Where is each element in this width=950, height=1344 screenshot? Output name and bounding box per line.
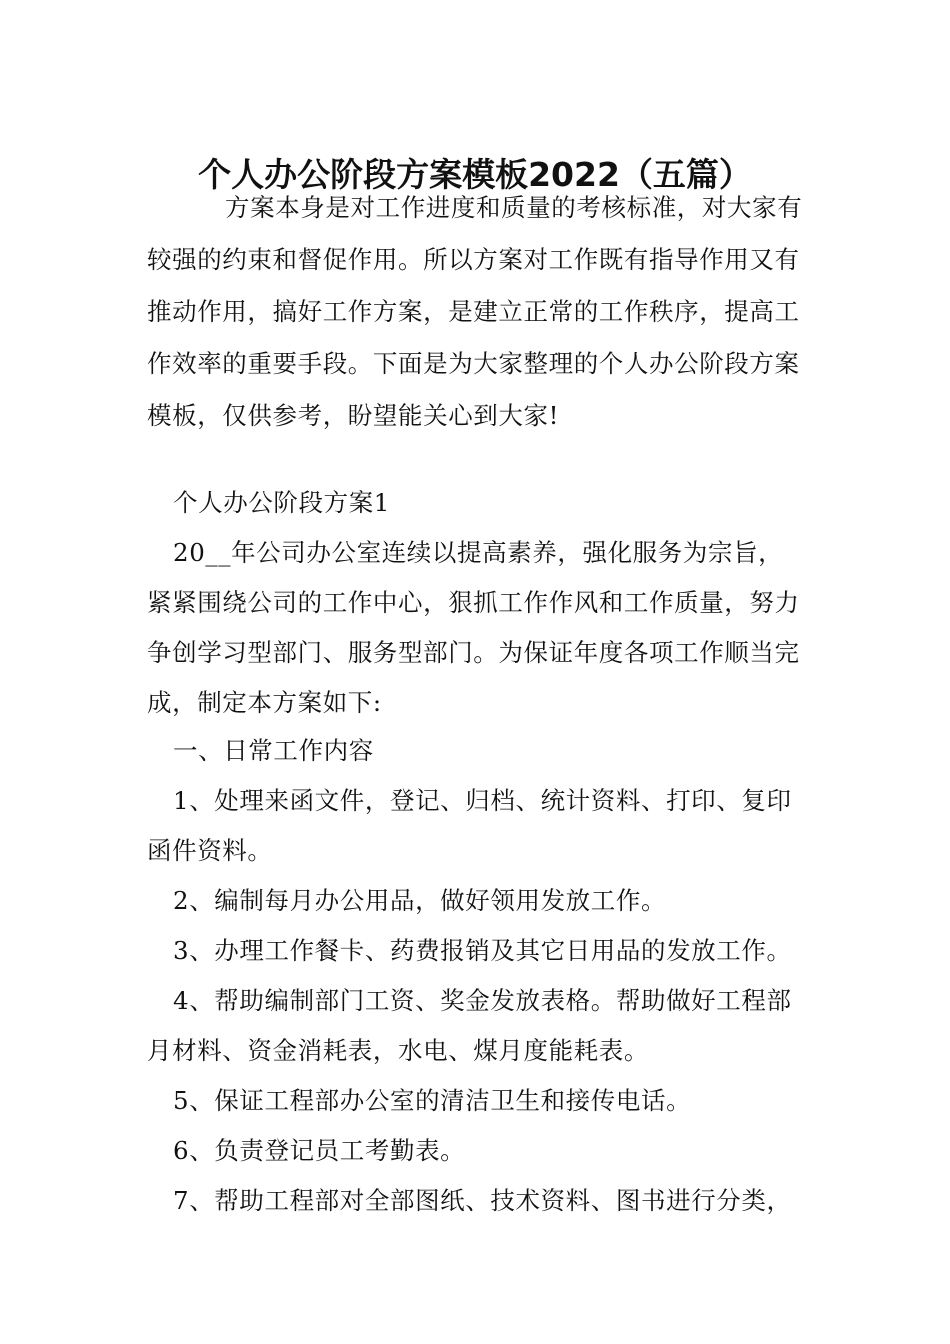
intro-paragraph: 方案本身是对工作进度和质量的考核标准，对大家有较强的约束和督促作用。所以方案对工作既有指导作用又有推动作用，搞好工作方案，是建立正常的工作秩序，提高工作效率的重要手段。下面是为大家整理的个人办公阶段方案模板，仅供参考，盼望能关心到大家! bbox=[147, 193, 803, 430]
document-title: 个人办公阶段方案模板2022（五篇） bbox=[198, 155, 752, 195]
list-item: 5、保证工程部办公室的清洁卫生和接传电话。 bbox=[173, 1086, 692, 1115]
list-item: 7、帮助工程部对全部图纸、技术资料、图书进行分类， bbox=[173, 1186, 792, 1215]
list-item: 3、办理工作餐卡、药费报销及其它日用品的发放工作。 bbox=[173, 936, 792, 965]
section-title: 个人办公阶段方案1 bbox=[173, 488, 390, 517]
section-intro-paragraph: 20__年公司办公室连续以提高素养，强化服务为宗旨，紧紧围绕公司的工作中心，狠抓工作作风和工作质量，努力争创学习型部门、服务型部门。为保证年度各项工作顺当完成，制定本方案如下: bbox=[147, 538, 800, 717]
list-item: 6、负责登记员工考勤表。 bbox=[173, 1136, 466, 1165]
list-item: 2、编制每月办公用品，做好领用发放工作。 bbox=[173, 886, 667, 915]
list-item: 1、处理来函文件，登记、归档、统计资料、打印、复印函件资料。 bbox=[147, 786, 792, 865]
list-item: 4、帮助编制部门工资、奖金发放表格。帮助做好工程部月材料、资金消耗表，水电、煤月度能耗表。 bbox=[147, 986, 792, 1065]
section-heading: 一、日常工作内容 bbox=[173, 736, 374, 765]
